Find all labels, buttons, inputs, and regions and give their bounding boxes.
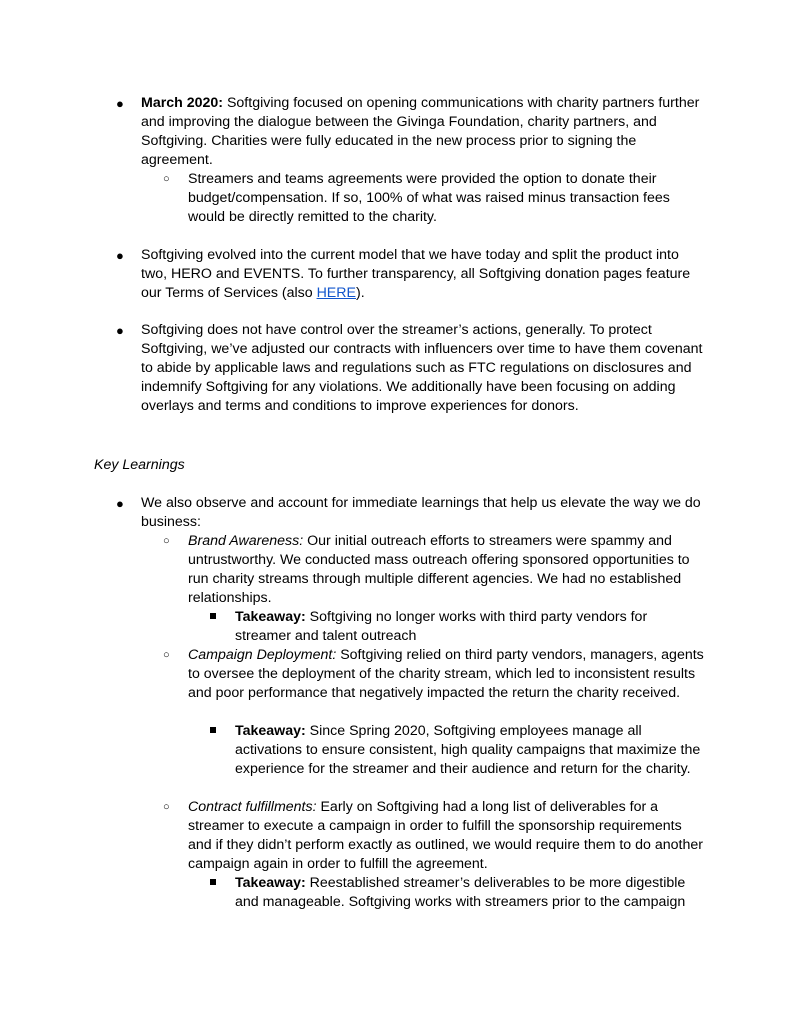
takeaway-campaign bbox=[235, 722, 705, 779]
contract-text: Early on Softgiving had a long list of deliverables for a streamer to execute a campaign in order to fulfill the sponsorship requirements and if they didn’t perform exactly as outlined, we would require them to do another campaign again in order to fulfill the agreement. bbox=[188, 799, 703, 872]
campaign-text: Softgiving relied on third party vendors, managers, agents to oversee the deployment of the charity stream, which led to inconsistent results and poor performance that negatively impacted the return the charity received. bbox=[188, 647, 704, 701]
key-learnings-heading: Key Learnings bbox=[94, 457, 185, 473]
learnings-intro-text: We also observe and account for immediate learnings that help us elevate the way we do business: bbox=[141, 495, 701, 530]
sub-bullet-contract-fulfillments bbox=[163, 798, 708, 874]
bullet-circle: ○ bbox=[163, 649, 170, 661]
takeaway-text: Since Spring 2020, Softgiving employees manage all activations to ensure consistent, high quality campaigns that maximize the experience for the streamer and their audience and return for the charity. bbox=[235, 723, 701, 777]
sub-bullet-brand-awareness bbox=[163, 532, 708, 608]
control-text: Softgiving does not have control over the streamer’s actions, generally. To protect Softgiving, we’ve adjusted our contracts with influencers over time to have them covenant to abide by applicable laws and regulations such as FTC regulations on disclosures and indemnify Softgiving for any violations. We additionally have been focusing on adding overlays and terms and conditions to improve experiences for donors. bbox=[141, 322, 703, 414]
sub-bullet-campaign-deployment bbox=[163, 646, 708, 703]
bullet-square bbox=[210, 613, 216, 619]
takeaway-label: Takeaway: bbox=[235, 875, 306, 891]
march-label: March 2020: bbox=[141, 95, 224, 111]
bullet-dot: ● bbox=[116, 96, 124, 111]
contract-label: Contract fulfillments: bbox=[188, 799, 317, 815]
brand-label: Brand Awareness: bbox=[188, 533, 304, 549]
march-text: Softgiving focused on opening communications with charity partners further and improving the dialogue between the Givinga Foundation, charity partners, and Softgiving. Charities were fully educated in the new process prior to signing the agreement. bbox=[141, 95, 700, 168]
takeaway-label: Takeaway: bbox=[235, 723, 306, 739]
bullet-circle: ○ bbox=[163, 173, 170, 185]
takeaway-text: Reestablished streamer’s deliverables to be more digestible and manageable. Softgiving works with streamers prior to the campaign bbox=[235, 875, 686, 910]
bullet-circle: ○ bbox=[163, 535, 170, 547]
bullet-march-2020 bbox=[116, 94, 706, 170]
brand-text: Our initial outreach efforts to streamers were spammy and untrustworthy. We conducted mass outreach offering sponsored opportunities to run charity streams through multiple different agencies. We had no established relationships. bbox=[188, 533, 690, 606]
bullet-dot: ● bbox=[116, 248, 124, 263]
streamers-option-text: Streamers and teams agreements were provided the option to donate their budget/compensation. If so, 100% of what was raised minus transaction fees would be directly remitted to the charity. bbox=[188, 171, 670, 225]
bullet-dot: ● bbox=[116, 323, 124, 338]
bullet-square bbox=[210, 727, 216, 733]
terms-link[interactable]: HERE bbox=[316, 285, 356, 301]
evolved-end: ). bbox=[355, 285, 365, 301]
bullet-circle: ○ bbox=[163, 801, 170, 813]
bullet-evolved bbox=[116, 246, 706, 303]
campaign-label: Campaign Deployment: bbox=[188, 647, 337, 663]
evolved-text: Softgiving evolved into the current model that we have today and split the product into two, HERO and EVENTS. To further transparency, all Softgiving donation pages feature our Terms of Services (also bbox=[141, 247, 691, 301]
sub-bullet-streamers-option bbox=[163, 170, 708, 227]
takeaway-text: Softgiving no longer works with third party vendors for streamer and talent outreach bbox=[235, 609, 648, 644]
takeaway-label: Takeaway: bbox=[235, 609, 306, 625]
bullet-dot: ● bbox=[116, 496, 124, 511]
bullet-square bbox=[210, 879, 216, 885]
bullet-learnings-intro bbox=[116, 494, 706, 532]
bullet-control bbox=[116, 321, 706, 416]
takeaway-brand bbox=[235, 608, 705, 646]
takeaway-contract bbox=[235, 874, 705, 912]
